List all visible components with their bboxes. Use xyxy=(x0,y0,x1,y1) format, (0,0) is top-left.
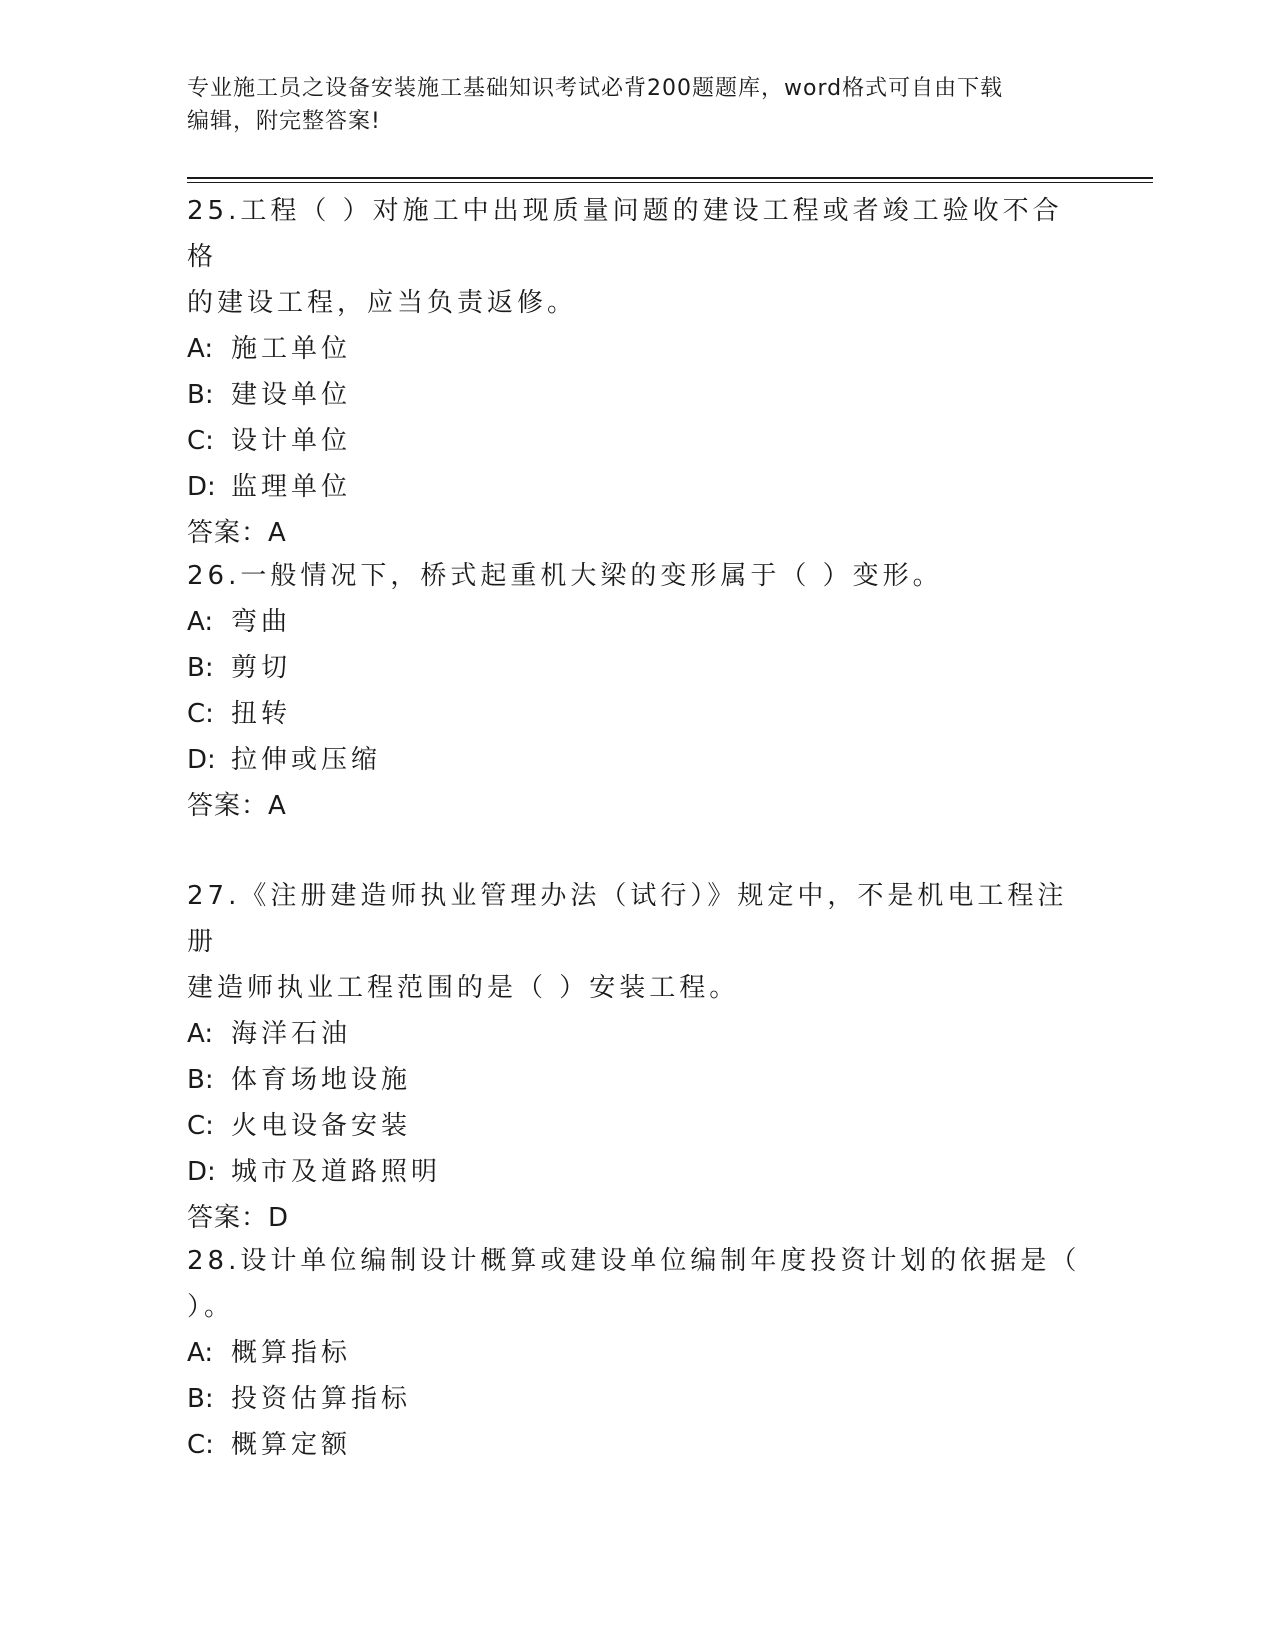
option-letter: D: xyxy=(187,745,216,775)
answer-line: 答案：A xyxy=(187,518,287,548)
option-c xyxy=(187,1422,1087,1468)
question-stem-line: 28.设计单位编制设计概算或建设单位编制年度投资计划的依据是（ xyxy=(187,1246,1081,1276)
option-letter: B: xyxy=(187,380,214,410)
option-text: 火电设备安装 xyxy=(231,1111,412,1141)
question-25 xyxy=(187,188,1087,556)
option-letter: D: xyxy=(187,1157,216,1187)
option-letter: C: xyxy=(187,1111,214,1141)
option-letter: A: xyxy=(187,607,214,637)
option-b xyxy=(187,1057,1087,1103)
option-a xyxy=(187,1330,1087,1376)
document-header xyxy=(187,72,1067,138)
option-text: 弯曲 xyxy=(231,607,292,637)
option-letter: C: xyxy=(187,1430,214,1460)
answer-line: 答案：A xyxy=(187,791,287,821)
option-c xyxy=(187,418,1087,464)
question-stem-line: 建造师执业工程范围的是（ ）安装工程。 xyxy=(187,973,740,1003)
option-text: 海洋石油 xyxy=(231,1019,352,1049)
header-line-2: 编辑，附完整答案! xyxy=(187,109,381,134)
question-stem-line: 25.工程（ ）对施工中出现质量问题的建设工程或者竣工验收不合格 xyxy=(187,196,1063,272)
header-divider-thick xyxy=(187,177,1153,179)
option-text: 剪切 xyxy=(231,653,292,683)
option-b xyxy=(187,1376,1087,1422)
option-b xyxy=(187,372,1087,418)
question-27 xyxy=(187,873,1087,1241)
option-c xyxy=(187,691,1087,737)
question-26 xyxy=(187,553,1087,829)
option-letter: A: xyxy=(187,1019,214,1049)
option-b xyxy=(187,645,1087,691)
option-d xyxy=(187,1149,1087,1195)
option-text: 施工单位 xyxy=(231,334,352,364)
option-letter: B: xyxy=(187,1065,214,1095)
option-text: 城市及道路照明 xyxy=(231,1157,442,1187)
option-text: 拉伸或压缩 xyxy=(231,745,382,775)
option-c xyxy=(187,1103,1087,1149)
option-d xyxy=(187,464,1087,510)
option-text: 投资估算指标 xyxy=(231,1384,412,1414)
option-text: 监理单位 xyxy=(231,472,352,502)
question-stem-line: 27.《注册建造师执业管理办法（试行）》规定中，不是机电工程注册 xyxy=(187,881,1068,957)
header-line-1: 专业施工员之设备安装施工基础知识考试必背200题题库，word格式可自由下载 xyxy=(187,76,1004,101)
option-letter: A: xyxy=(187,334,214,364)
header-divider-thin xyxy=(187,182,1153,183)
option-text: 设计单位 xyxy=(231,426,352,456)
option-letter: B: xyxy=(187,653,214,683)
option-a xyxy=(187,1011,1087,1057)
option-text: 概算定额 xyxy=(231,1430,352,1460)
option-text: 体育场地设施 xyxy=(231,1065,412,1095)
option-text: 建设单位 xyxy=(231,380,352,410)
question-stem-line: 的建设工程，应当负责返修。 xyxy=(187,288,578,318)
option-text: 概算指标 xyxy=(231,1338,352,1368)
answer-line: 答案：D xyxy=(187,1203,290,1233)
option-text: 扭转 xyxy=(231,699,292,729)
option-a xyxy=(187,599,1087,645)
option-letter: D: xyxy=(187,472,216,502)
option-letter: A: xyxy=(187,1338,214,1368)
question-stem-line: ）。 xyxy=(187,1292,235,1322)
question-28 xyxy=(187,1238,1087,1468)
option-letter: B: xyxy=(187,1384,214,1414)
question-stem-line: 26.一般情况下，桥式起重机大梁的变形属于（ ）变形。 xyxy=(187,561,943,591)
option-a xyxy=(187,326,1087,372)
option-letter: C: xyxy=(187,426,214,456)
option-d xyxy=(187,737,1087,783)
option-letter: C: xyxy=(187,699,214,729)
